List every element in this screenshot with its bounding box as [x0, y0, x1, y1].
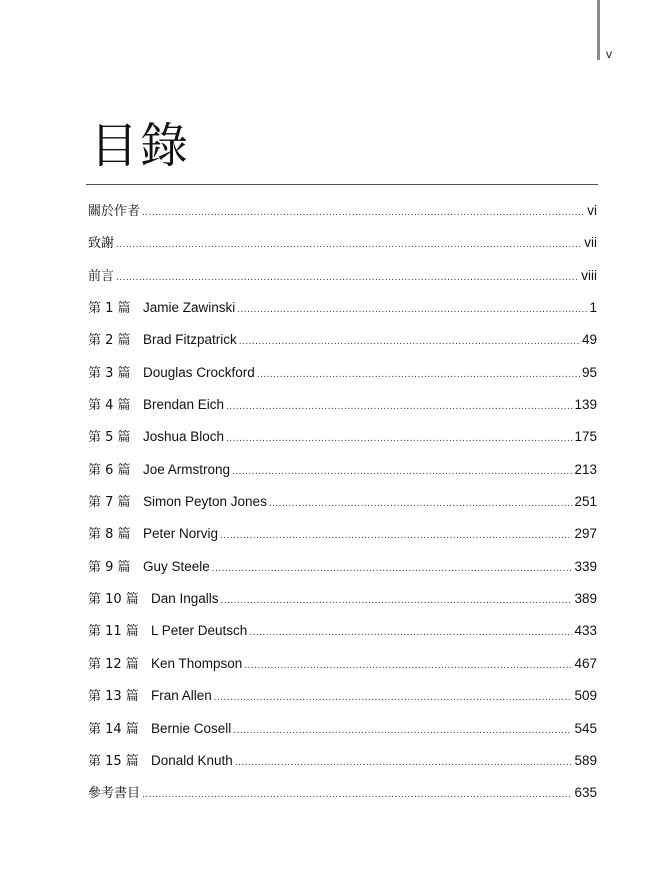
toc-chapter-label: 第 7 篇 — [88, 495, 131, 511]
toc-entry-title: Ken Thompson — [151, 655, 243, 671]
toc-page-number: 95 — [581, 364, 597, 380]
page-edge-bar — [597, 0, 600, 60]
dot-leader — [249, 627, 572, 638]
page-number: v — [606, 47, 612, 61]
toc-chapter-label: 第 15 篇 — [88, 753, 139, 769]
toc-entry-title: 關於作者 — [88, 204, 141, 219]
table-of-contents — [88, 200, 597, 815]
toc-chapter-label: 第 12 篇 — [88, 656, 139, 672]
toc-chapter-label: 第 5 篇 — [88, 430, 131, 446]
toc-entry[interactable] — [88, 588, 597, 620]
toc-page-number: 251 — [574, 494, 597, 510]
toc-entry-title: Brad Fitzpatrick — [143, 332, 237, 348]
toc-entry-title: Brendan Eich — [143, 397, 225, 413]
toc-page-number: 339 — [574, 558, 597, 574]
toc-entry[interactable] — [88, 426, 597, 458]
dot-leader — [142, 207, 585, 218]
toc-page-number: 509 — [574, 688, 597, 704]
toc-chapter-label: 第 4 篇 — [88, 398, 131, 414]
dot-leader — [226, 433, 572, 444]
toc-entry[interactable] — [88, 523, 597, 555]
toc-chapter-label: 第 14 篇 — [88, 721, 139, 737]
dot-leader — [220, 530, 572, 541]
toc-entry-title: Dan Ingalls — [151, 591, 219, 607]
title-divider — [86, 184, 598, 185]
toc-entry[interactable] — [88, 297, 597, 329]
toc-page-number: 545 — [574, 720, 597, 736]
toc-page-number: 433 — [574, 623, 597, 639]
toc-page-number: 1 — [589, 300, 597, 316]
dot-leader — [214, 692, 573, 703]
toc-page-number: 297 — [574, 526, 597, 542]
toc-chapter-label: 第 3 篇 — [88, 365, 131, 381]
toc-page-number: 389 — [574, 591, 597, 607]
toc-entry[interactable] — [88, 653, 597, 685]
toc-page-number: vii — [584, 235, 597, 251]
toc-page-number: 467 — [574, 655, 597, 671]
toc-page-number: 139 — [574, 397, 597, 413]
toc-entry-title: Guy Steele — [143, 558, 210, 574]
dot-leader — [221, 595, 573, 606]
toc-chapter-label: 第 11 篇 — [88, 624, 139, 640]
toc-entry-title: Joshua Bloch — [143, 429, 225, 445]
toc-entry[interactable] — [88, 620, 597, 652]
toc-entry-title: Jamie Zawinski — [143, 300, 236, 316]
toc-chapter-label: 第 2 篇 — [88, 333, 131, 349]
toc-entry-title: L Peter Deutsch — [151, 623, 248, 639]
toc-entry-title: 參考書目 — [88, 786, 141, 802]
toc-page-number: vi — [587, 203, 597, 218]
toc-chapter-label: 第 6 篇 — [88, 462, 131, 478]
toc-entry[interactable] — [88, 718, 597, 750]
toc-entry[interactable] — [88, 394, 597, 426]
toc-entry-title: Joe Armstrong — [143, 461, 231, 477]
toc-entry[interactable] — [88, 232, 597, 264]
toc-page-number: 49 — [581, 332, 597, 348]
toc-chapter-label: 第 9 篇 — [88, 559, 131, 575]
page-title: 目錄 — [90, 118, 191, 174]
toc-entry[interactable] — [88, 685, 597, 717]
dot-leader — [142, 789, 572, 800]
toc-entry[interactable] — [88, 329, 597, 361]
toc-entry[interactable] — [88, 362, 597, 394]
toc-entry-title: Donald Knuth — [151, 752, 233, 768]
dot-leader — [116, 272, 579, 283]
toc-entry-title: Bernie Cosell — [151, 720, 232, 736]
toc-page-number: 213 — [574, 461, 597, 477]
dot-leader — [269, 498, 573, 509]
toc-chapter-label: 第 8 篇 — [88, 527, 131, 543]
dot-leader — [244, 660, 572, 671]
dot-leader — [257, 369, 580, 380]
toc-page-number: 175 — [574, 429, 597, 445]
toc-chapter-label: 第 1 篇 — [88, 301, 131, 317]
toc-entry-title: 前言 — [88, 268, 115, 284]
toc-entry-title: Douglas Crockford — [143, 364, 255, 380]
toc-chapter-label: 第 10 篇 — [88, 592, 139, 608]
dot-leader — [237, 304, 587, 315]
toc-entry[interactable] — [88, 459, 597, 491]
dot-leader — [212, 563, 573, 574]
toc-page-number: 589 — [574, 752, 597, 768]
toc-entry-title: Peter Norvig — [143, 526, 219, 542]
toc-entry-title: Fran Allen — [151, 688, 212, 704]
toc-entry[interactable] — [88, 491, 597, 523]
dot-leader — [235, 757, 573, 768]
dot-leader — [239, 336, 580, 347]
toc-entry[interactable] — [88, 200, 597, 232]
toc-chapter-label: 第 13 篇 — [88, 689, 139, 705]
toc-page-number: viii — [581, 267, 597, 283]
toc-entry[interactable] — [88, 556, 597, 588]
dot-leader — [226, 401, 572, 412]
toc-entry[interactable] — [88, 265, 597, 297]
toc-entry[interactable] — [88, 782, 597, 814]
toc-entry-title: 致謝 — [88, 236, 115, 252]
dot-leader — [233, 725, 572, 736]
toc-entry[interactable] — [88, 750, 597, 782]
toc-page-number: 635 — [574, 785, 597, 801]
dot-leader — [232, 466, 572, 477]
toc-entry-title: Simon Peyton Jones — [143, 494, 267, 510]
dot-leader — [116, 239, 582, 250]
